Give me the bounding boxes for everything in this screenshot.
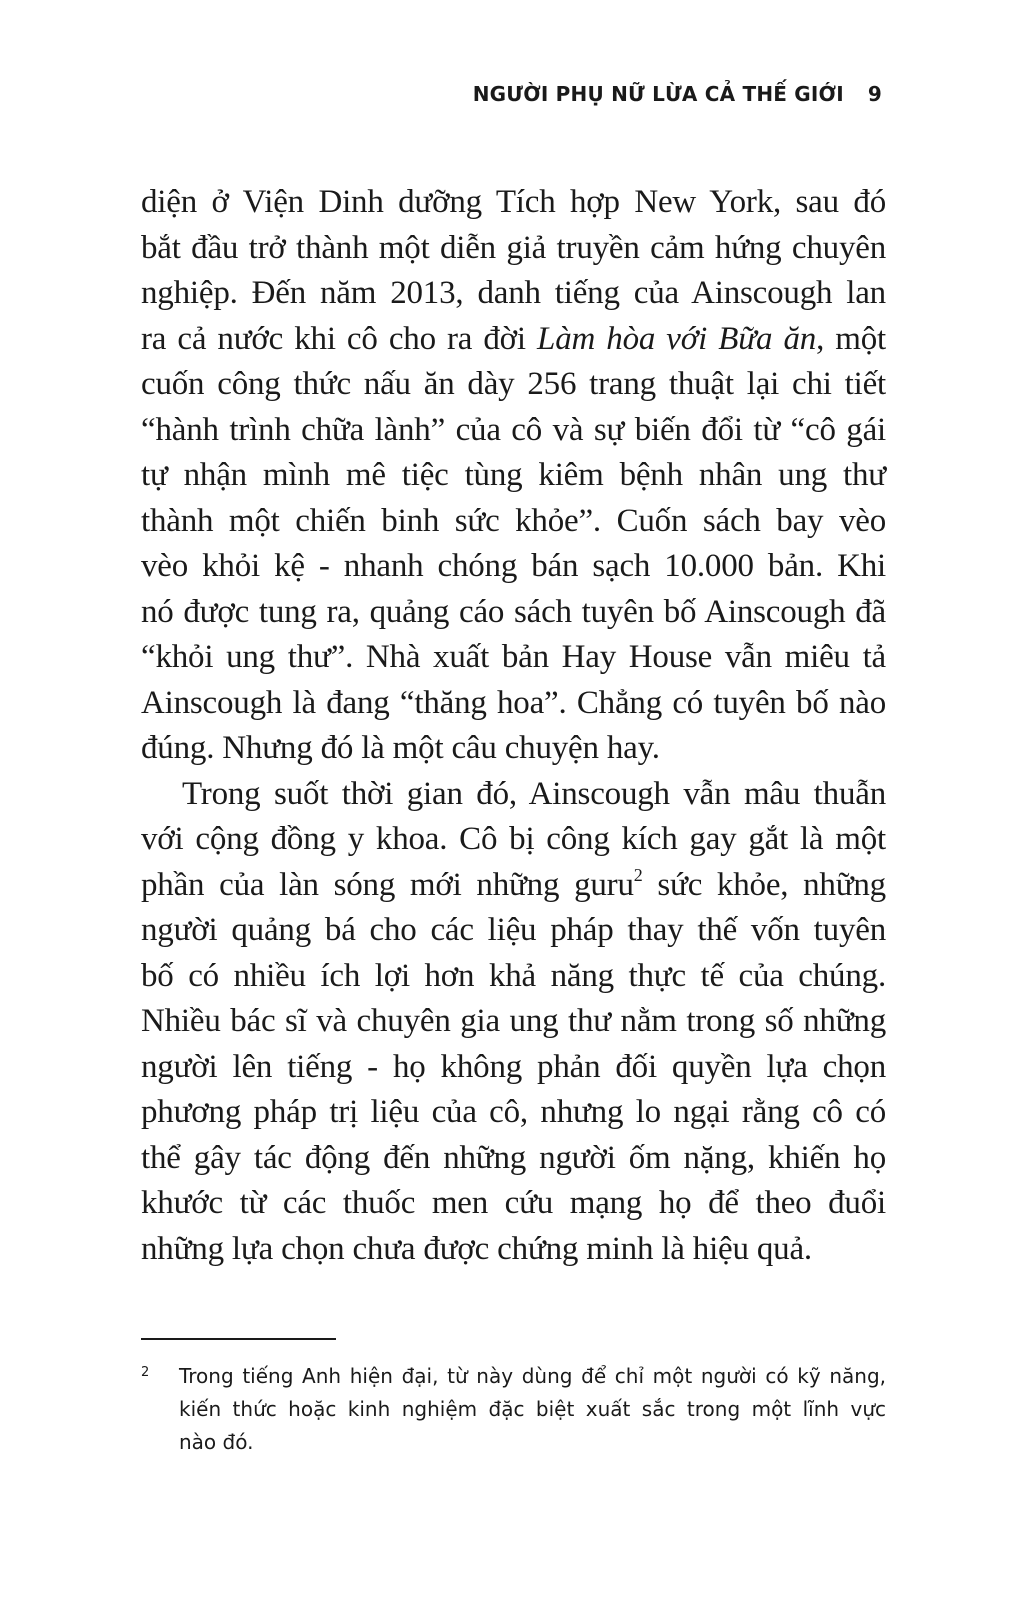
paragraph-1 xyxy=(141,180,886,772)
text-line: “hành trình chữa lành” của cô và sự biến đổi từ “cô gái xyxy=(141,411,886,448)
text-line: “khỏi ung thư”. Nhà xuất bản Hay House vẫn miêu tả xyxy=(141,639,886,675)
text-line: khước từ các thuốc men cứu mạng họ để theo đuổi xyxy=(141,1185,886,1221)
footnote-mark: 2 xyxy=(141,1365,150,1380)
text-segment: sức khỏe, những xyxy=(642,866,886,903)
text-line: người lên tiếng - họ không phản đối quyền lựa chọn xyxy=(141,1048,886,1085)
running-head xyxy=(473,84,882,104)
footnote-line: nào đó. xyxy=(179,1430,254,1454)
text-line: thành một chiến binh sức khỏe”. Cuốn sách bay vèo xyxy=(141,502,886,539)
paragraph-2 xyxy=(141,772,886,1273)
text-line: Nhiều bác sĩ và chuyên gia ung thư nằm trong số những xyxy=(141,1003,886,1039)
text-line: đúng. Nhưng đó là một câu chuyện hay. xyxy=(141,730,660,766)
footnote-line: kiến thức hoặc kinh nghiệm đặc biệt xuất sắc trong một lĩnh vực xyxy=(179,1397,886,1421)
text-line: Trong suốt thời gian đó, Ainscough vẫn mâu thuẫn xyxy=(182,775,886,812)
text-line: phương pháp trị liệu của cô, nhưng lo ngại rằng cô có xyxy=(141,1094,886,1130)
page-number: 9 xyxy=(867,82,882,106)
text-line: bố có nhiều ích lợi hơn khả năng thực tế của chúng. xyxy=(141,957,886,994)
text-segment: phần của làn sóng mới những guru xyxy=(141,866,634,903)
book-title-italic: Làm hòa với Bữa ăn xyxy=(537,320,817,357)
text-line: tự nhận mình mê tiệc tùng kiêm bệnh nhân ung thư xyxy=(141,457,886,493)
footnote-text xyxy=(179,1360,886,1459)
text-line: Ainscough là đang “thăng hoa”. Chẳng có tuyên bố nào xyxy=(141,684,886,721)
footnote-ref[interactable]: 2 xyxy=(633,864,643,885)
body-text xyxy=(141,180,886,1272)
text-line: nghiệp. Đến năm 2013, danh tiếng của Ainscough lan xyxy=(141,275,886,311)
text-line: những lựa chọn chưa được chứng minh là hiệu quả. xyxy=(141,1230,812,1267)
book-title: NGƯỜI PHỤ NỮ LỪA CẢ THẾ GIỚI xyxy=(472,82,844,106)
text-line: cuốn công thức nấu ăn dày 256 trang thuật lại chi tiết xyxy=(141,366,886,402)
text-line: diện ở Viện Dinh dưỡng Tích hợp New York, sau đó xyxy=(141,184,886,220)
footnote xyxy=(141,1360,886,1459)
text-line: vèo khỏi kệ - nhanh chóng bán sạch 10.000 bản. Khi xyxy=(141,548,886,584)
footnote-divider xyxy=(141,1338,336,1340)
text-line: bắt đầu trở thành một diễn giả truyền cảm hứng chuyên xyxy=(141,229,886,266)
text-line xyxy=(141,317,886,363)
text-line: thể gây tác động đến những người ốm nặng, khiến họ xyxy=(141,1139,886,1176)
text-line xyxy=(141,863,886,909)
text-segment: , một xyxy=(816,320,887,357)
footnote-line: Trong tiếng Anh hiện đại, từ này dùng để chỉ một người có kỹ năng, xyxy=(179,1364,886,1388)
text-line: nó được tung ra, quảng cáo sách tuyên bố Ainscough đã xyxy=(141,593,886,630)
text-line: người quảng bá cho các liệu pháp thay thế vốn tuyên xyxy=(141,912,886,948)
text-segment: ra cả nước khi cô cho ra đời xyxy=(141,320,538,357)
text-line: với cộng đồng y khoa. Cô bị công kích gay gắt là một xyxy=(141,821,886,857)
